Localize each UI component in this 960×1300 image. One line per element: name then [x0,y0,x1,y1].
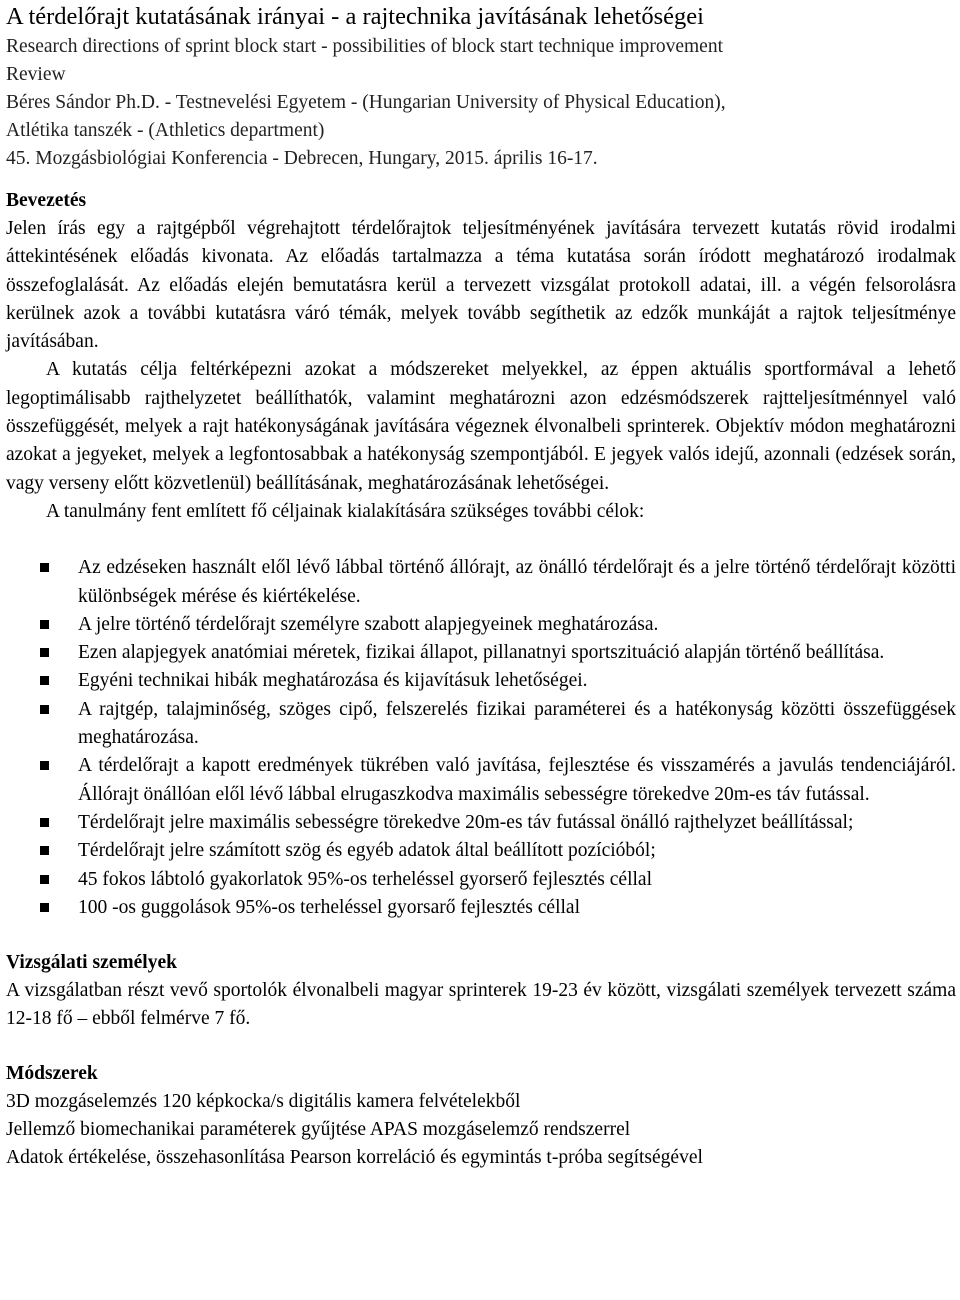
list-item-text: Egyéni technikai hibák meghatározása és kijavításuk lehetőségei. [78,670,588,692]
list-item-text: A térdelőrajt a kapott eredmények tükrében való javítása, fejlesztése és visszamérés a javulás tendenciájáról. Állórajt önállóan elől lévő lábbal elrugaszkodva maximális sebességre törekedve 20m-es táv futással. [78,755,956,805]
list-item [6,554,956,611]
list-item-text: 45 fokos lábtoló gyakorlatok 95%-os terheléssel gyorserő fejlesztés céllal [78,868,652,890]
author-line-2: Atlétika tanszék - (Athletics department) [6,120,325,141]
list-item [6,639,956,667]
list-item-text: Az edzéseken használt elől lévő lábbal történő állórajt, az önálló térdelőrajt és a jelre történő térdelőrajt közötti különbségek mérése és kiértékelése. [78,557,956,607]
square-bullet-icon [40,620,49,629]
list-item [6,611,956,639]
list-item [6,894,956,922]
english-title: Research directions of sprint block start - possibilities of block start technique improvement [6,36,723,57]
list-item-text: Ezen alapjegyek anatómiai méretek, fizikai állapot, pillanatnyi sportszituáció alapján történő beállítása. [78,642,885,664]
square-bullet-icon [40,705,49,714]
methods-line: Adatok értékelése, összehasonlítása Pearson korreláció és egymintás t-próba segítségével [6,1147,703,1169]
intro-section [6,187,956,526]
author-line-1: Béres Sándor Ph.D. - Testnevelési Egyetem - (Hungarian University of Physical Education), [6,92,726,113]
subjects-paragraph: A vizsgálatban részt vevő sportolók élvonalbeli magyar sprinterek 19-23 év között, vizsgálati személyek tervezett száma 12-18 fő – ebből felmérve 7 fő. [6,980,956,1030]
square-bullet-icon [40,563,49,572]
document-page [6,0,956,1173]
square-bullet-icon [40,846,49,855]
list-item [6,752,956,809]
list-item [6,809,956,837]
methods-line: Jellemző biomechanikai paraméterek gyűjtése APAS mozgáselemző rendszerrel [6,1119,631,1141]
list-item-text: Térdelőrajt jelre számított szög és egyéb adatok által beállított pozícióból; [78,840,656,862]
list-item [6,837,956,865]
square-bullet-icon [40,761,49,770]
subjects-heading: Vizsgálati személyek [6,952,177,974]
list-item-text: A jelre történő térdelőrajt személyre szabott alapjegyeinek meghatározása. [78,613,659,635]
methods-heading: Módszerek [6,1062,98,1084]
methods-line: 3D mozgáselemzés 120 képkocka/s digitális kamera felvételekből [6,1090,521,1112]
document-title: A térdelőrajt kutatásának irányai - a rajtechnika javításának lehetőségei [6,3,704,30]
subjects-section [6,949,956,1034]
list-item [6,696,956,753]
square-bullet-icon [40,818,49,827]
square-bullet-icon [40,903,49,912]
list-item [6,866,956,894]
intro-paragraph-2: A kutatás célja feltérképezni azokat a módszereket melyekkel, az éppen aktuális sportformával a lehető legoptimálisabb rajthelyzetet beállíthatók, valamint meghatározni azon edzésmódszerek rajtteljesítménnyel való összefüggését, melyek a rajt hatékonyságának javítására végeznek élvonalbeli sprinterek. Objektív módon meghatározni azokat a jegyeket, melyek a legfontosabbak a hatékonyság szempontjából. E jegyek valós idejű, azonnali (edzések során, vagy verseny előtt közvetlenül) beállításának, meghatározásának lehetőségei. [6,359,956,494]
methods-section [6,1060,956,1173]
intro-paragraph-3: A tanulmány fent említett fő céljainak kialakítására szükséges további célok: [46,500,645,522]
list-item-text: Térdelőrajt jelre maximális sebességre törekedve 20m-es táv futással önálló rajthelyzet beállítással; [78,811,854,833]
goals-list [6,554,956,922]
list-item-text: A rajtgép, talajminőség, szöges cipő, felszerelés fizikai paraméterei és a hatékonyság közötti összefüggések meghatározása. [78,698,956,749]
list-item-text: 100 -os guggolások 95%-os terheléssel gyorsarő fejlesztés céllal [78,896,580,918]
document-meta [6,33,956,173]
conference-line: 45. Mozgásbiológiai Konferencia - Debrecen, Hungary, 2015. április 16-17. [6,148,598,169]
document-type: Review [6,64,66,85]
square-bullet-icon [40,676,49,685]
intro-paragraph-1: Jelen írás egy a rajtgépből végrehajtott térdelőrajtok teljesítményének javítására tervezett kutatás rövid irodalmi áttekintésének előadás kivonata. Az előadás tartalmazza a téma kutatása során íródott meghatározó irodalmak összefoglalását. Az előadás elején bemutatásra kerül a tervezett vizsgálat protokoll adatai, ill. a végén felsorolásra kerülnek azok a további kutatásra váró témák, melyek tovább segíthetik az edzők munkáját a rajtok teljesítménye javításában. [6,218,956,353]
square-bullet-icon [40,648,49,657]
list-item [6,667,956,695]
intro-heading: Bevezetés [6,190,87,211]
square-bullet-icon [40,875,49,884]
